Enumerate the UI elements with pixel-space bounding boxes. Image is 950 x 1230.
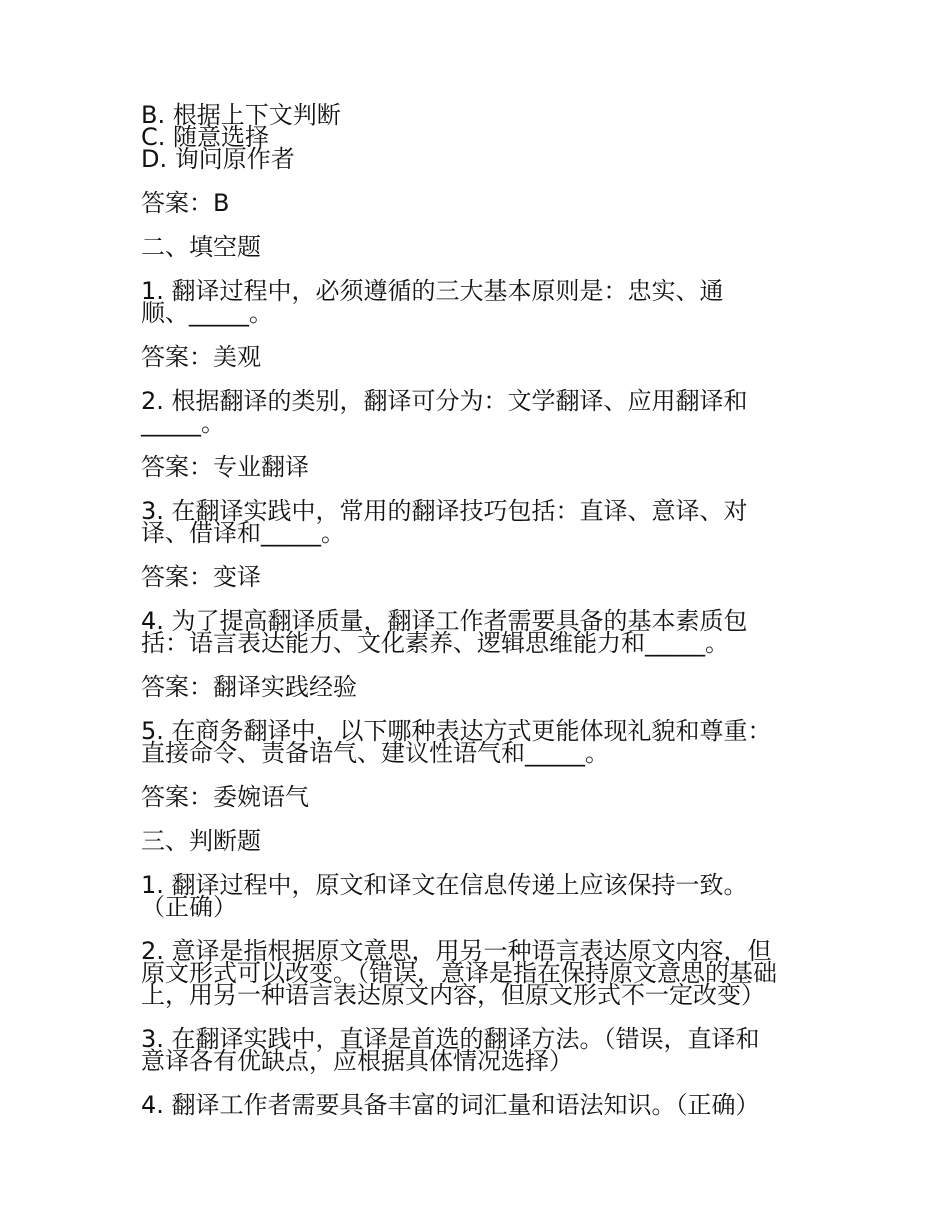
fill-q2-answer: 答案：专业翻译: [141, 453, 309, 481]
option-c: C. 随意选择: [141, 123, 270, 151]
fill-q4-answer: 答案：翻译实践经验: [141, 673, 357, 701]
fill-blank-heading: 二、填空题: [141, 233, 261, 261]
fill-q5-answer: 答案：委婉语气: [141, 783, 309, 811]
tf-q2-line1: 2. 意译是指根据原文意思，用另一种语言表达原文内容，但: [141, 937, 772, 965]
fill-q2-line2: _____。: [141, 409, 225, 437]
fill-q3-answer: 答案：变译: [141, 563, 261, 591]
document-page: [141, 101, 821, 1119]
tf-q3-line2: 意译各有优缺点，应根据具体情况选择）: [141, 1047, 573, 1075]
tf-q3-line1: 3. 在翻译实践中，直译是首选的翻译方法。（错误，直译和: [141, 1025, 760, 1053]
fill-q3-line1: 3. 在翻译实践中，常用的翻译技巧包括：直译、意译、对: [141, 497, 748, 525]
option-d: D. 询问原作者: [141, 145, 295, 173]
fill-q5-line1: 5. 在商务翻译中，以下哪种表达方式更能体现礼貌和尊重：: [141, 717, 772, 745]
tf-q1-line1: 1. 翻译过程中，原文和译文在信息传递上应该保持一致。: [141, 871, 748, 899]
tf-q2-line3: 上，用另一种语言表达原文内容，但原文形式不一定改变）: [141, 981, 765, 1009]
tf-q1-line2: （正确）: [141, 893, 237, 921]
tf-q2-line2: 原文形式可以改变。（错误，意译是指在保持原文意思的基础: [141, 959, 777, 987]
true-false-heading: 三、判断题: [141, 827, 261, 855]
choice-answer: 答案：B: [141, 189, 230, 217]
fill-q4-line2: 括：语言表达能力、文化素养、逻辑思维能力和_____。: [141, 629, 729, 657]
fill-q1-line1: 1. 翻译过程中，必须遵循的三大基本原则是：忠实、通: [141, 277, 724, 305]
tf-q4-line1: 4. 翻译工作者需要具备丰富的词汇量和语法知识。（正确）: [141, 1091, 760, 1119]
fill-q1-line2: 顺、_____。: [141, 299, 273, 327]
fill-q1-answer: 答案：美观: [141, 343, 261, 371]
fill-q2-line1: 2. 根据翻译的类别，翻译可分为：文学翻译、应用翻译和: [141, 387, 748, 415]
fill-q3-line2: 译、借译和_____。: [141, 519, 345, 547]
option-b: B. 根据上下文判断: [141, 101, 341, 129]
fill-q5-line2: 直接命令、责备语气、建议性语气和_____。: [141, 739, 609, 767]
fill-q4-line1: 4. 为了提高翻译质量，翻译工作者需要具备的基本素质包: [141, 607, 748, 635]
